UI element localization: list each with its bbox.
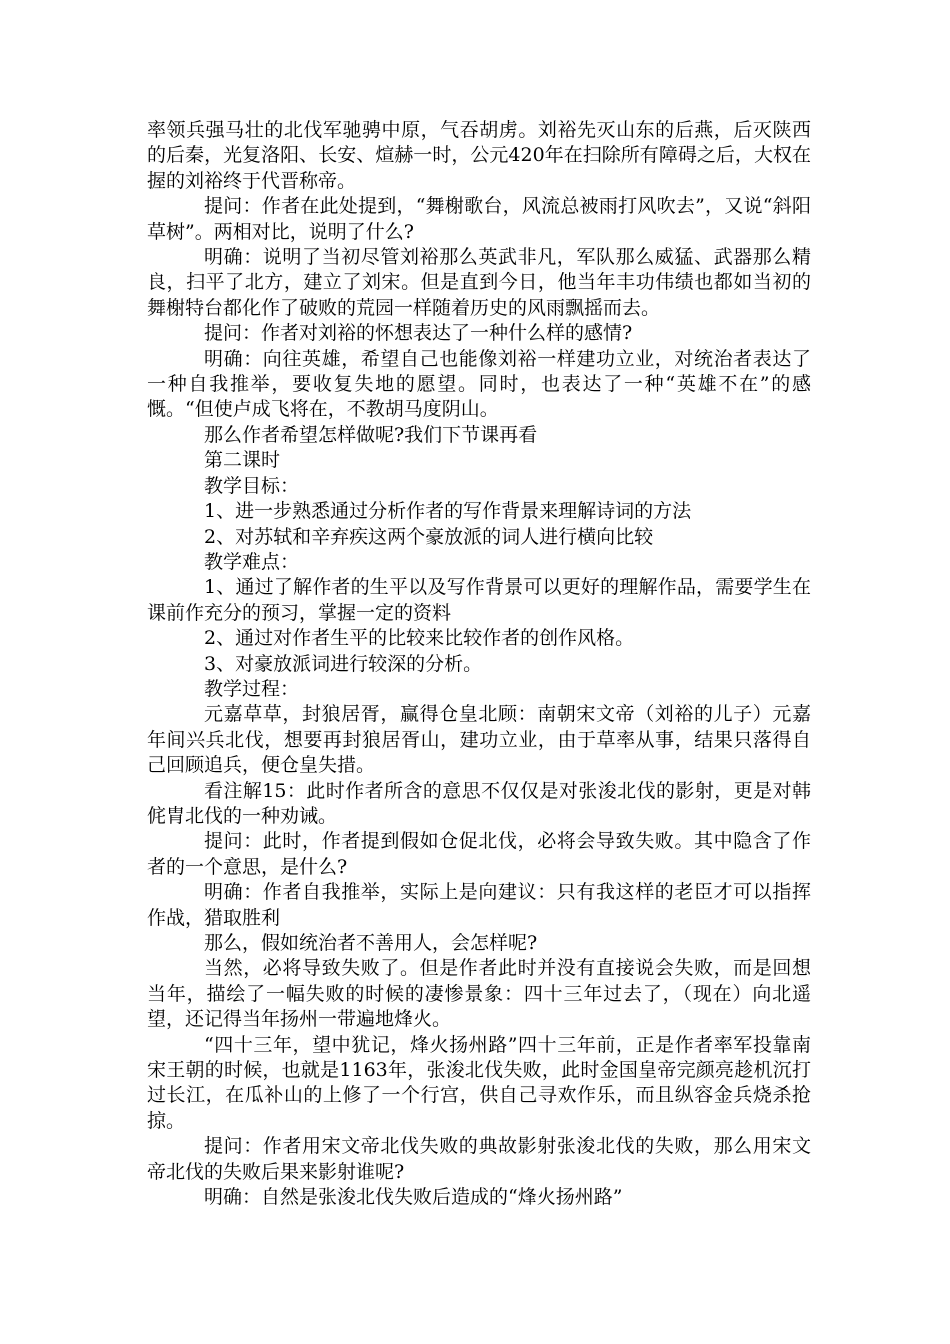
paragraph: 第二课时	[204, 449, 281, 472]
paragraph: “四十三年，望中犹记，烽火扬州路”四十三年前，正是作者率军投靠南宋王朝的时候，也就是1163年，张浚北伐失败，此时金国皇帝完颜亮趁机沉打过长江，在瓜补山的上修了一个行宫，供自己寻欢作乐，而且纵容金兵烧杀抢掠。	[147, 1033, 811, 1132]
paragraph: 那么作者希望怎样做呢?我们下节课再看	[204, 423, 538, 446]
paragraph: 提问：作者在此处提到，“舞榭歌台，风流总被雨打风吹去”，又说“斜阳草树”。两相对比，说明了什么?	[147, 195, 811, 243]
paragraph: 3、对豪放派词进行较深的分析。	[204, 652, 483, 675]
paragraph: 教学难点：	[204, 550, 300, 573]
paragraph: 那么，假如统治者不善用人，会怎样呢?	[204, 932, 538, 954]
paragraph: 率领兵强马壮的北伐军驰骋中原，气吞胡虏。刘裕先灭山东的后燕，后灭陕西的后秦，光复洛阳、长安、煊赫一时，公元420年在扫除所有障碍之后，大权在握的刘裕终于代晋称帝。	[147, 119, 811, 192]
paragraph: 明确：说明了当初尽管刘裕那么英武非凡，军队那么威猛、武器那么精良，扫平了北方，建立了刘宋。但是直到今日，他当年丰功伟绩也都如当初的舞榭特台都化作了破败的荒园一样随着历史的风雨飘摇而去。	[147, 246, 811, 319]
paragraph: 明确：作者自我推举，实际上是向建议：只有我这样的老臣才可以指挥作战，猎取胜利	[147, 881, 811, 929]
document-body	[147, 118, 811, 1210]
paragraph: 2、对苏轼和辛弃疾这两个豪放派的词人进行横向比较	[204, 525, 654, 548]
paragraph: 明确：向往英雄，希望自己也能像刘裕一样建功立业，对统治者表达了一种自我推举，要收复失地的愿望。同时，也表达了一种“英雄不在”的感慨。“但使卢成飞将在，不教胡马度阴山。	[147, 347, 811, 421]
paragraph: 2、通过对作者生平的比较来比较作者的创作风格。	[204, 627, 635, 650]
paragraph: 提问：作者对刘裕的怀想表达了一种什么样的感情?	[204, 322, 633, 345]
paragraph: 看注解15：此时作者所含的意思不仅仅是对张浚北伐的影射，更是对韩侂胄北伐的一种劝诫。	[147, 779, 811, 827]
paragraph: 教学目标：	[204, 474, 300, 497]
paragraph: 教学过程：	[204, 677, 300, 700]
paragraph: 提问：作者用宋文帝北伐失败的典故影射张浚北伐的失败，那么用宋文帝北伐的失败后果来影射谁呢?	[147, 1135, 811, 1183]
paragraph: 1、进一步熟悉通过分析作者的写作背景来理解诗词的方法	[204, 500, 692, 523]
paragraph: 提问：此时，作者提到假如仓促北伐，必将会导致失败。其中隐含了作者的一个意思，是什么?	[147, 830, 811, 878]
paragraph: 明确：自然是张浚北伐失败后造成的“烽火扬州路”	[204, 1186, 623, 1209]
paragraph: 当然，必将导致失败了。但是作者此时并没有直接说会失败，而是回想当年，描绘了一幅失败的时候的凄惨景象：四十三年过去了，（现在）向北遥望，还记得当年扬州一带遍地烽火。	[147, 957, 811, 1031]
paragraph: 1、通过了解作者的生平以及写作背景可以更好的理解作品，需要学生在课前作充分的预习，掌握一定的资料	[147, 576, 811, 624]
paragraph: 元嘉草草，封狼居胥，赢得仓皇北顾：南朝宋文帝（刘裕的儿子）元嘉年间兴兵北伐，想要再封狼居胥山，建功立业，由于草率从事，结果只落得自己回顾追兵，便仓皇失措。	[147, 703, 811, 777]
